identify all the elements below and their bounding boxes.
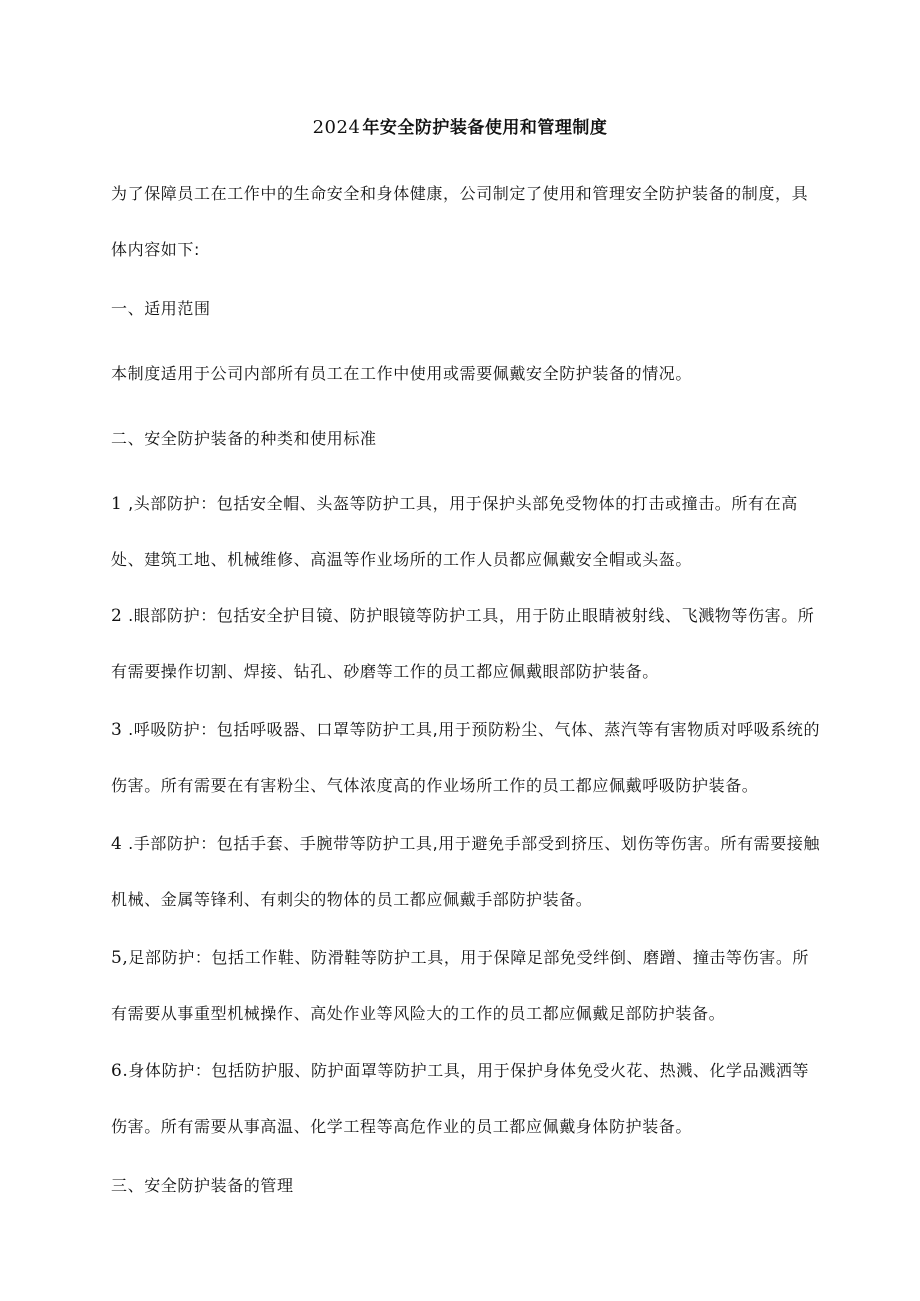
section2-heading: 二、安全防护装备的种类和使用标准 [111,429,377,448]
list-item-respiratory-protection [111,702,823,814]
section3-heading: 三、安全防护装备的管理 [111,1176,294,1195]
item-separator: , [122,494,134,513]
section1-body: 本制度适用于公司内部所有员工在工作中使用或需要佩戴安全防护装备的情况。 [111,364,693,383]
list-item-head-protection [111,476,823,588]
title-text: 年安全防护装备使用和管理制度 [362,118,608,138]
item-number: 2 [111,606,123,626]
list-item-hand-protection [111,816,823,928]
item-text: 头部防护：包括安全帽、头盔等防护工具，用于保护头部免受物体的打击或撞击。所有在高处、建筑工地、机械维修、高温等作业场所的工作人员都应佩戴安全帽或头盔。 [111,494,798,569]
item-number: 6. [111,1061,129,1081]
list-item-foot-protection [111,930,823,1042]
list-item-body-protection [111,1043,823,1155]
item-separator: . [122,834,134,853]
title-year: 2024 [312,117,361,138]
item-number: 5, [111,948,129,968]
section1-heading: 一、适用范围 [111,299,211,318]
item-separator: . [122,606,134,625]
document-title [0,116,920,140]
item-number: 3 [111,720,123,740]
intro-paragraph: 为了保障员工在工作中的生命安全和身体健康，公司制定了使用和管理安全防护装备的制度，具体内容如下: [111,184,809,259]
item-number: 1 [111,494,123,514]
item-text: 手部防护：包括手套、手腕带等防护工具,用于避免手部受到挤压、划伤等伤害。所有需要接触机械、金属等锋利、有刺尖的物体的员工都应佩戴手部防护装备。 [111,834,821,909]
item-number: 4 [111,834,123,854]
list-item-eye-protection [111,588,823,700]
item-text: 身体防护：包括防护服、防护面罩等防护工具，用于保护身体免受火花、热溅、化学品溅洒等伤害。所有需要从事高温、化学工程等高危作业的员工都应佩戴身体防护装备。 [111,1061,810,1136]
item-text: 眼部防护：包括安全护目镜、防护眼镜等防护工具，用于防止眼睛被射线、飞溅物等伤害。所有需要操作切割、焊接、钻孔、砂磨等工作的员工都应佩戴眼部防护装备。 [111,606,815,681]
item-separator: . [122,720,134,739]
item-text: 足部防护：包括工作鞋、防滑鞋等防护工具，用于保障足部免受绊倒、磨蹭、撞击等伤害。所有需要从事重型机械操作、高处作业等风险大的工作的员工都应佩戴足部防护装备。 [111,948,810,1023]
item-text: 呼吸防护：包括呼吸器、口罩等防护工具,用于预防粉尘、气体、蒸汽等有害物质对呼吸系统的伤害。所有需要在有害粉尘、气体浓度高的作业场所工作的员工都应佩戴呼吸防护装备。 [111,720,821,795]
